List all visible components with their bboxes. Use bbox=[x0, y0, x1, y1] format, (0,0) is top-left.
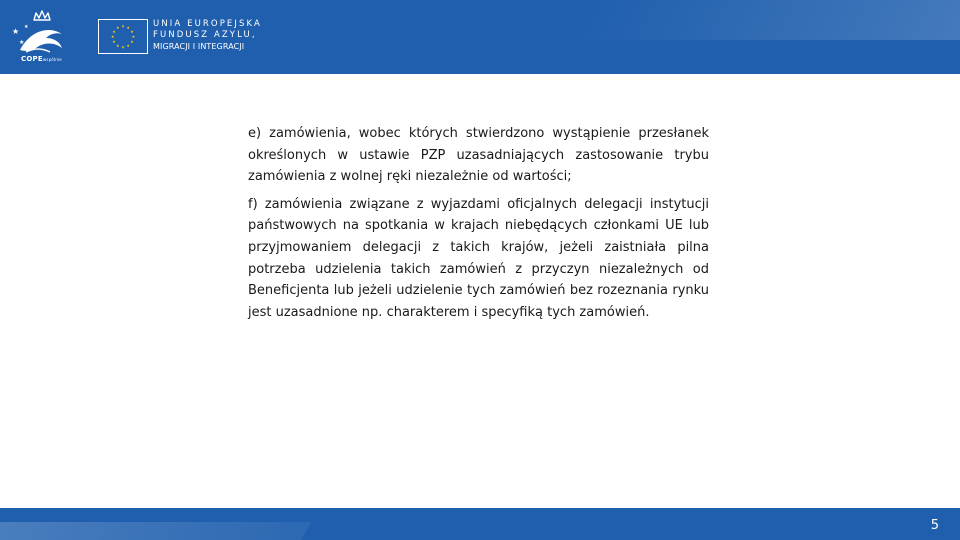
cope-logo-text bbox=[21, 55, 62, 63]
eu-star-icon: ★ bbox=[130, 39, 134, 45]
svg-text:★: ★ bbox=[19, 39, 25, 46]
document-body bbox=[248, 123, 709, 329]
footer-sheen bbox=[0, 522, 312, 540]
svg-text:★: ★ bbox=[24, 24, 29, 30]
eu-star-icon: ★ bbox=[116, 42, 120, 48]
eu-label-line2: FUNDUSZ AZYLU, bbox=[153, 30, 257, 40]
eu-star-icon: ★ bbox=[121, 23, 125, 29]
cope-wordmark-sub: wspólnie bbox=[42, 57, 62, 62]
eu-star-icon: ★ bbox=[112, 39, 116, 45]
eu-star-icon: ★ bbox=[130, 28, 134, 34]
eu-star-icon: ★ bbox=[112, 28, 116, 34]
paragraph-f: f) zamówienia związane z wyjazdami oficjalnych delegacji instytucji państwowych na spotkania w krajach niebędących członkami UE lub przyjmowaniem delegacji z takich krajów, jeżeli zaistniała pilna potrzeba udzielenia takich zamówień z przyczyn niezależnych od Beneficjenta lub jeżeli udzielenie tych zamówień bez rozeznania rynku jest uzasadnione np. charakterem i specyfiką tych zamówień. bbox=[248, 196, 709, 320]
eu-label-line3: MIGRACJI I INTEGRACJI bbox=[153, 42, 245, 51]
eu-star-icon: ★ bbox=[116, 25, 120, 31]
eu-label-line1: UNIA EUROPEJSKA bbox=[153, 19, 262, 29]
eu-star-icon: ★ bbox=[121, 44, 125, 50]
paragraph-e: e) zamówienia, wobec których stwierdzono wystąpienie przesłanek określonych w ustawie PZP uzasadniających zastosowanie trybu zamówienia z wolnej ręki niezależnie od wartości; bbox=[248, 126, 709, 185]
eu-fund-label bbox=[153, 19, 262, 52]
page-number: 5 bbox=[930, 518, 939, 533]
eu-star-icon: ★ bbox=[126, 42, 130, 48]
eu-star-icon: ★ bbox=[131, 34, 136, 39]
header-sheen bbox=[564, 0, 960, 40]
cope-wordmark: COPE bbox=[21, 55, 43, 63]
header-band bbox=[0, 0, 960, 74]
eu-flag-icon bbox=[98, 19, 148, 54]
footer-band bbox=[0, 508, 960, 540]
eu-star-icon: ★ bbox=[126, 25, 130, 31]
eu-star-icon: ★ bbox=[110, 34, 115, 39]
svg-text:★: ★ bbox=[12, 27, 20, 36]
